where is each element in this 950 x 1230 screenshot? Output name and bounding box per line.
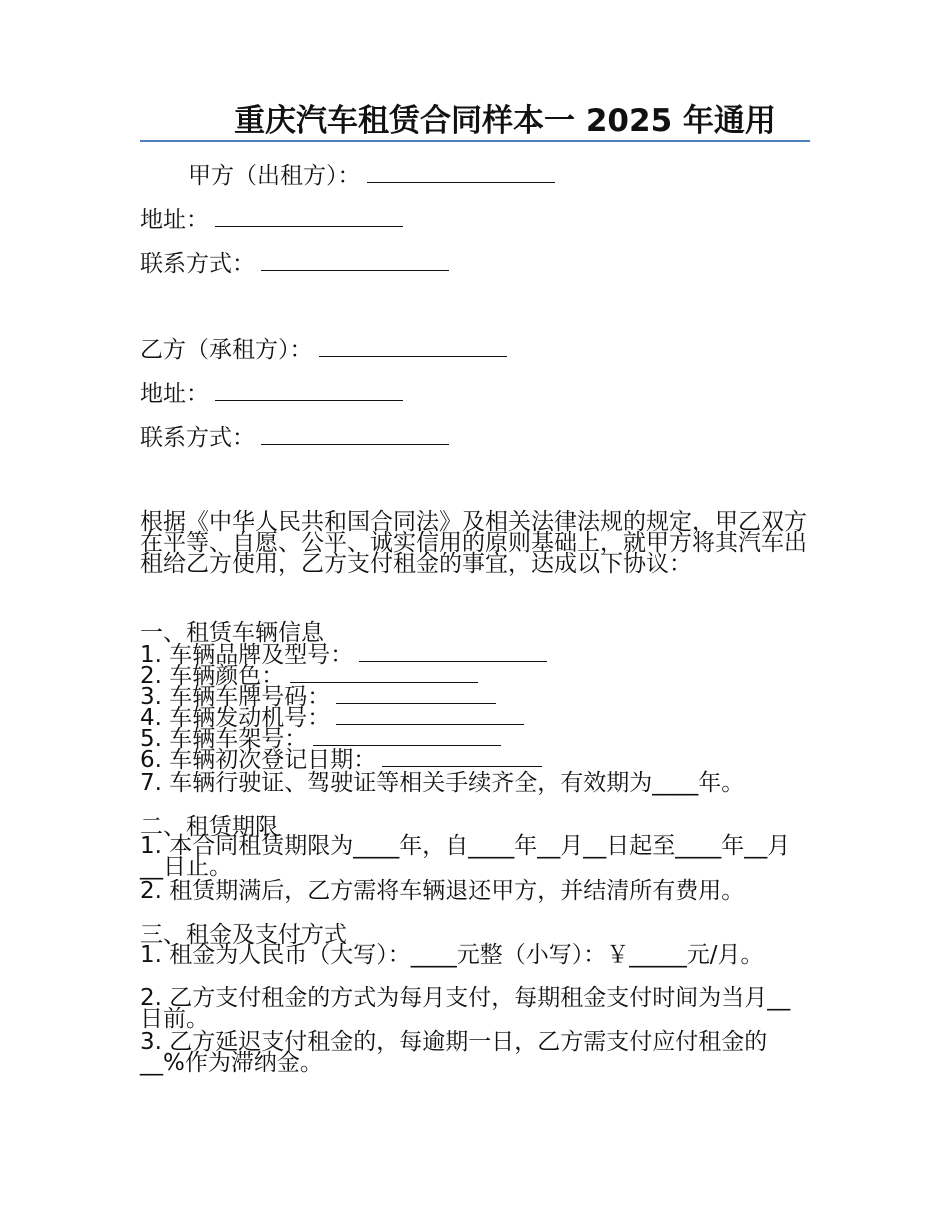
party-a-contact-blank xyxy=(261,250,449,271)
party-a-address-line xyxy=(140,206,403,233)
section1-item-4-blank xyxy=(336,704,524,725)
section2-item-2: 2. 租赁期满后，乙方需将车辆退还甲方，并结清所有费用。 xyxy=(140,878,745,904)
section1-item-4-text: 4. 车辆发动机号： xyxy=(140,705,331,731)
section1-item-2-blank xyxy=(290,662,478,683)
party-a-blank xyxy=(367,162,555,183)
party-b-contact-label: 联系方式： xyxy=(140,425,255,451)
party-b-address-line xyxy=(140,380,403,407)
section1-item-3-blank xyxy=(336,683,496,704)
section1-item-1-blank xyxy=(359,641,547,662)
party-a-line xyxy=(188,162,555,189)
party-a-contact-line xyxy=(140,250,449,277)
section2-item-1: 1. 本合同租赁期限为____年，自____年__月__日起至____年__月__日止。 xyxy=(140,833,791,880)
party-b-contact-line xyxy=(140,424,449,451)
section2-heading: 二、租赁期限 xyxy=(140,814,278,840)
intro-paragraph: 根据《中华人民共和国合同法》及相关法律法规的规定，甲乙双方在平等、自愿、公平、诚实信用的原则基础上，就甲方将其汽车出租给乙方使用，乙方支付租金的事宜，达成以下协议： xyxy=(140,509,807,577)
section1-item-3-text: 3. 车辆车牌号码： xyxy=(140,684,331,710)
section1-item-6 xyxy=(140,746,542,773)
section1-item-1-text: 1. 车辆品牌及型号： xyxy=(140,642,354,668)
party-b-address-blank xyxy=(215,380,403,401)
section1-item-2-text: 2. 车辆颜色： xyxy=(140,663,285,689)
section1-item-6-blank xyxy=(382,746,542,767)
party-a-address-blank xyxy=(215,206,403,227)
party-b-label: 乙方（承租方）： xyxy=(140,337,313,363)
party-b-line xyxy=(140,336,507,363)
document-title: 重庆汽车租赁合同样本一 2025 年通用 xyxy=(140,100,810,142)
party-b-blank xyxy=(319,336,507,357)
section1-item-6-text: 6. 车辆初次登记日期： xyxy=(140,747,377,773)
party-a-address-label: 地址： xyxy=(140,207,209,233)
section3-item-2: 2. 乙方支付租金的方式为每月支付，每期租金支付时间为当月__日前。 xyxy=(140,985,791,1032)
party-a-label: 甲方（出租方）： xyxy=(188,163,361,189)
section1-item-5-text: 5. 车辆车架号： xyxy=(140,726,308,752)
section3-item-3: 3. 乙方延迟支付租金的，每逾期一日，乙方需支付应付租金的__%作为滞纳金。 xyxy=(140,1029,768,1076)
section3-heading: 三、租金及支付方式 xyxy=(140,922,347,948)
party-b-address-label: 地址： xyxy=(140,381,209,407)
section1-item-5-blank xyxy=(313,725,501,746)
section3-item-1: 1. 租金为人民币（大写）：____元整（小写）：￥_____元/月。 xyxy=(140,942,764,968)
party-b-contact-blank xyxy=(261,424,449,445)
section1-item-7: 7. 车辆行驶证、驾驶证等相关手续齐全，有效期为____年。 xyxy=(140,770,745,796)
party-a-contact-label: 联系方式： xyxy=(140,251,255,277)
section1-heading: 一、租赁车辆信息 xyxy=(140,620,324,646)
